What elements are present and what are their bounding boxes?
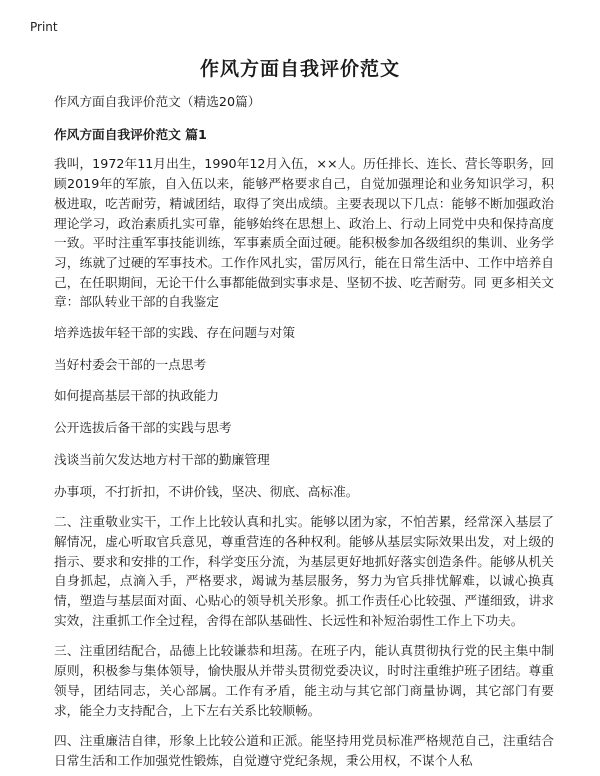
paragraph-5: 四、注重廉洁自律，形象上比较公道和正派。能坚持用党员标准严格规范自己，注重结合日常生活和工作加强党性锻炼，自觉遵守党纪条规，秉公用权，不谋个人私 bbox=[54, 733, 554, 768]
related-link[interactable]: 公开选拔后备干部的实践与思考 bbox=[54, 420, 232, 436]
paragraph-3: 二、注重敬业实干，工作上比较认真和扎实。能够以团为家，不怕苦累，经常深入基层了解情况，虚心听取官兵意见，尊重营连的各种权利。能够从基层实际效果出发，对上级的指示、要求和安排的工作，科学变压分流，为基层更好地抓好落实创造条件。能够从机关自身抓起，点滴入手，严格要求，竭诚为基层服务，努力为官兵排忧解难，以诚心换真情，塑造与基层面对面、心贴心的领导机关形象。抓工作责任心比较强、严谨细致，讲求实效，注重抓工作全过程，舍得在部队基础性、长远性和补短治弱性工作上下功夫。 bbox=[54, 514, 554, 628]
document-subtitle: 作风方面自我评价范文（精选20篇） bbox=[54, 94, 261, 109]
related-links-list bbox=[54, 323, 554, 470]
related-link[interactable]: 培养选拔年轻干部的实践、存在问题与对策 bbox=[54, 325, 296, 341]
related-link[interactable]: 如何提高基层干部的执政能力 bbox=[54, 388, 219, 404]
paragraph-2: 办事项，不打折扣，不讲价钱，坚决、彻底、高标准。 bbox=[54, 483, 359, 499]
print-link[interactable]: Print bbox=[30, 20, 58, 34]
paragraph-4: 三、注重团结配合，品德上比较谦恭和坦荡。在班子内，能认真贯彻执行党的民主集中制原则，积极参与集体领导，愉快服从并带头贯彻党委决议，时时注重维护班子团结。尊重领导，团结同志，关心部属。工作有矛盾，能主动与其它部门商量协调，其它部门有要求，能全力支持配合，上下左右关系比较顺畅。 bbox=[54, 643, 554, 718]
related-link[interactable]: 当好村委会干部的一点思考 bbox=[54, 356, 207, 372]
paragraph-1: 我叫，1972年11月出生，1990年12月入伍，××人。历任排长、连长、营长等职务，回顾2019年的军旅，自入伍以来，能够严格要求自己，自觉加强理论和业务知识学习，积极进取，吃苦耐劳，精诚团结，取得了突出成绩。主要表现以下几点：能够不断加强政治理论学习，政治素质扎实可靠，能够始终在思想上、政治上、行动上同党中央和保持高度一致。平时注重军事技能训练，军事素质全面过硬。能积极参加各级组织的集训、业务学习，练就了过硬的军事技术。工作作风扎实，雷厉风行，能在日常生活中、工作中培养自己，在任职期间，无论干什么事都能做到实事求是、坚韧不拔、吃苦耐劳。同 更多相关文章：部队转业干部的自我鉴定 bbox=[54, 156, 554, 310]
document-title: 作风方面自我评价范文 bbox=[199, 58, 400, 80]
document-body bbox=[54, 92, 554, 776]
section-heading: 作风方面自我评价范文 篇1 bbox=[54, 126, 207, 142]
related-link[interactable]: 浅谈当前欠发达地方村干部的勤廉管理 bbox=[54, 451, 270, 467]
